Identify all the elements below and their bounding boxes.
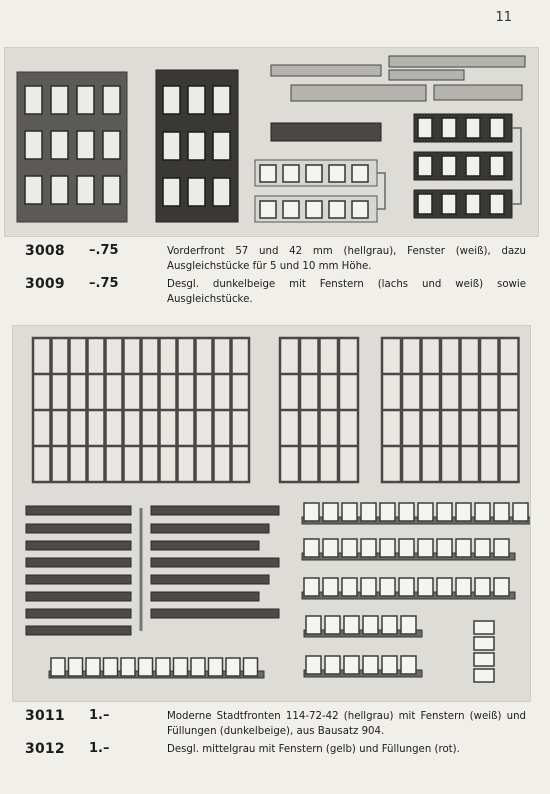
window-frame (363, 656, 378, 674)
item-description: Desgl. dunkelbeige mit Fenstern (lachs und weiß) sowie Ausgleichstücke. (167, 279, 526, 305)
window-frame (474, 653, 494, 666)
window-pane (77, 86, 94, 114)
window-frame (466, 118, 480, 138)
window-pane (188, 132, 205, 160)
window-pane (25, 176, 42, 204)
item-description: Moderne Stadtfronten 114-72-42 (hellgrau) mit Fenstern (weiß) und Füllungen (dunkelbeige), aus Bausatz 904. (167, 711, 526, 737)
filler-panel-strip (26, 541, 131, 550)
window-frame (513, 503, 528, 521)
window-pane (163, 86, 180, 114)
item-price: 1.– (89, 708, 110, 723)
window-frame (380, 578, 395, 596)
window-frame (306, 616, 321, 634)
window-frame (69, 658, 83, 676)
filler-panel-strip (151, 506, 279, 515)
filler-strip (389, 70, 464, 80)
item-description: Desgl. mittelgrau mit Fenstern (gelb) und Füllungen (rot). (167, 744, 460, 755)
city-fronts-illustration (13, 326, 530, 701)
item-price: –.75 (89, 243, 119, 258)
window-frame (323, 539, 338, 557)
window-frame (342, 539, 357, 557)
window-frame (344, 656, 359, 674)
page-number: 11 (495, 10, 512, 25)
item-price: 1.– (89, 741, 110, 756)
window-pane (77, 131, 94, 159)
window-frame (456, 578, 471, 596)
window-frame (437, 578, 452, 596)
window-frame (306, 656, 321, 674)
window-frame (191, 658, 205, 676)
catalog-item-3011 (25, 708, 526, 739)
window-frame (342, 503, 357, 521)
window-pane (25, 131, 42, 159)
item-number: 3009 (25, 276, 65, 292)
sprue-line (512, 128, 521, 204)
window-frame (494, 503, 509, 521)
window-pane (51, 176, 68, 204)
window-frame (490, 118, 504, 138)
window-pane (188, 178, 205, 206)
item-number: 3008 (25, 243, 65, 259)
window-frame (475, 578, 490, 596)
window-pane (51, 131, 68, 159)
filler-strip (389, 56, 525, 67)
window-frame (361, 503, 376, 521)
filler-panel-strip (26, 626, 131, 635)
window-pane (163, 178, 180, 206)
window-pane (25, 86, 42, 114)
window-frame (490, 194, 504, 214)
window-pane (103, 131, 120, 159)
window-frame (401, 616, 416, 634)
window-frame (121, 658, 135, 676)
filler-panel-strip (151, 592, 259, 601)
window-frame (382, 656, 397, 674)
window-frame (342, 578, 357, 596)
window-frame (399, 503, 414, 521)
window-frame (437, 539, 452, 557)
window-frame (380, 503, 395, 521)
window-frame (304, 578, 319, 596)
filler-panel-strip (151, 609, 279, 618)
window-frame (380, 539, 395, 557)
filler-strip (434, 85, 522, 100)
filler-panel-strip (26, 609, 131, 618)
filler-strip (271, 65, 381, 76)
window-frame (283, 165, 299, 182)
window-frame (418, 539, 433, 557)
window-frame (490, 156, 504, 176)
window-pane (103, 86, 120, 114)
window-pane (213, 178, 230, 206)
window-frame (51, 658, 65, 676)
window-frame (156, 658, 170, 676)
window-frame (474, 621, 494, 634)
window-frame (325, 616, 340, 634)
filler-strip (291, 85, 426, 101)
window-frame (475, 539, 490, 557)
catalog-item-3009 (25, 276, 526, 307)
window-frame (475, 503, 490, 521)
window-pane (188, 86, 205, 114)
window-pane (103, 176, 120, 204)
window-frame (244, 658, 258, 676)
window-frame (323, 503, 338, 521)
filler-panel-strip (26, 524, 131, 533)
item-description: Vorderfront 57 und 42 mm (hellgrau), Fenster (weiß), dazu Ausgleichstücke für 5 und 10 mm Höhe. (167, 246, 526, 272)
window-frame (442, 156, 456, 176)
filler-strip-dark (271, 123, 381, 141)
window-frame (474, 637, 494, 650)
facade-fronts-illustration (5, 48, 538, 236)
filler-panel-strip (26, 506, 131, 515)
filler-panel-strip (151, 558, 279, 567)
window-frame (329, 201, 345, 218)
window-frame (418, 503, 433, 521)
window-frame (361, 578, 376, 596)
window-frame (174, 658, 188, 676)
window-frame (325, 656, 340, 674)
window-frame (304, 539, 319, 557)
window-frame (104, 658, 118, 676)
window-frame (344, 616, 359, 634)
window-frame (466, 194, 480, 214)
photo-facade-fronts (4, 47, 539, 237)
window-frame (401, 656, 416, 674)
item-number: 3011 (25, 708, 65, 724)
filler-panel-strip (151, 541, 259, 550)
item-number: 3012 (25, 741, 65, 757)
window-frame (474, 669, 494, 682)
window-frame (323, 578, 338, 596)
window-frame (442, 118, 456, 138)
window-frame (329, 165, 345, 182)
window-frame (361, 539, 376, 557)
window-frame (352, 165, 368, 182)
window-frame (352, 201, 368, 218)
window-frame (382, 616, 397, 634)
window-frame (86, 658, 100, 676)
window-frame (260, 201, 276, 218)
window-frame (260, 165, 276, 182)
filler-panel-strip (151, 575, 269, 584)
window-frame (399, 578, 414, 596)
window-frame (456, 503, 471, 521)
window-frame (363, 616, 378, 634)
window-pane (51, 86, 68, 114)
window-frame (494, 578, 509, 596)
catalog-item-3008 (25, 243, 526, 274)
window-frame (437, 503, 452, 521)
window-frame (418, 194, 432, 214)
window-frame (209, 658, 223, 676)
window-pane (213, 86, 230, 114)
sprue-line (377, 173, 385, 209)
window-pane (163, 132, 180, 160)
photo-city-fronts (12, 325, 531, 702)
window-pane (77, 176, 94, 204)
window-frame (494, 539, 509, 557)
filler-panel-strip (26, 558, 131, 567)
window-frame (226, 658, 240, 676)
window-frame (442, 194, 456, 214)
item-price: –.75 (89, 276, 119, 291)
window-frame (306, 201, 322, 218)
window-pane (213, 132, 230, 160)
window-frame (418, 578, 433, 596)
window-frame (283, 201, 299, 218)
window-frame (399, 539, 414, 557)
catalog-item-3012 (25, 741, 526, 757)
filler-panel-strip (151, 524, 269, 533)
window-frame (456, 539, 471, 557)
window-frame (139, 658, 153, 676)
filler-panel-strip (26, 592, 131, 601)
window-frame (304, 503, 319, 521)
window-frame (466, 156, 480, 176)
filler-panel-strip (26, 575, 131, 584)
window-frame (306, 165, 322, 182)
window-frame (418, 156, 432, 176)
window-frame (418, 118, 432, 138)
